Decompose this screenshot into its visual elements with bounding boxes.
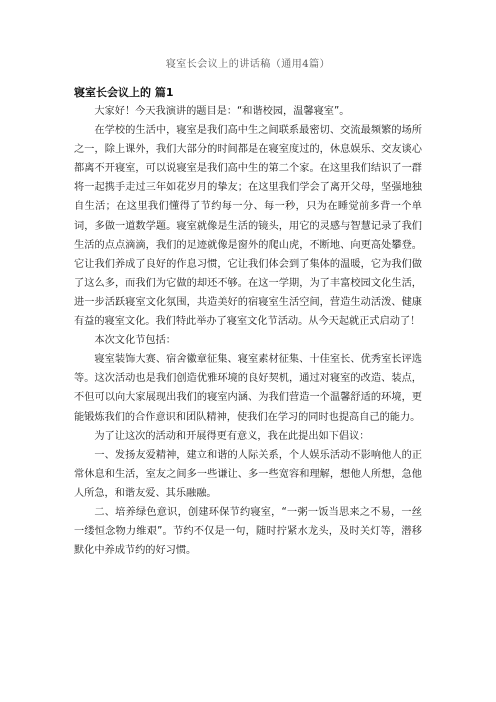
- document-header-title: 寝室长会议上的讲话稿（通用4篇）: [165, 59, 331, 70]
- paragraph-greeting: 大家好！今天我演讲的题目是：“和谐校园，温馨寝室”。: [94, 106, 350, 117]
- paragraph-dorm-life: 在学校的生活中，寝室是我们高中生之间联系最密切、交流最频繁的场所之一，除上课外，我们大部分的时间都是在寝室度过的，休息娱乐、交友谈心都离不开寝室，可以说寝室是我们高中生的第二个家。在这里我们结识了一群将一起携手走过三年如花岁月的挚友；在这里我们学会了离开父母，坚强地独自生活；在这里我们懂得了节约每一分、每一秒，只为在睡觉前多背一个单词，多做一道数学题。寝室就像是生活的镜头，用它的灵感与智慧记录了我们生活的点点滴滴，我们的足迹就像是窗外的爬山虎，不断地、向更高处攀登。它让我们养成了良好的作息习惯，它让我们体会到了集体的温暖，它为我们做了这么多，而我们为它做的却还不够。在这一学期，为了丰富校园文化生活，进一步活跃寝室文化氛围，共造美好的宿寝室生活空间，营造生动活泼、健康有益的寝室文化。我们特此举办了寝室文化节活动。从今天起就正式启动了！: [74, 125, 422, 328]
- document-body: [74, 83, 422, 560]
- paragraph-proposal-intro: 为了让这次的活动和开展得更有意义，我在此提出如下倡议：: [94, 430, 370, 442]
- paragraph-festival-items: 寝室装饰大赛、宿舍徽章征集、寝室素材征集、十佳室长、优秀室长评选等。这次活动也是我们创造优雅环境的良好契机，通过对寝室的改造、装点，不但可以向大家展现出我们的寝室内涵、为我们营造一个温馨舒适的环境，更能锻炼我们的合作意识和团队精神，使我们在学习的同时也提高自己的能力。: [74, 354, 422, 423]
- paragraph-proposal-two: 二、培养绿色意识，创建环保节约寝室，“一粥一饭当思来之不易，一丝一缕恒念物力维艰”。节约不仅是一句，随时拧紧水龙头，及时关灯等，潜移默化中养成节约的好习惯。: [74, 506, 422, 557]
- section-title: 寝室长会议上的 篇1: [74, 86, 174, 99]
- paragraph-festival-intro: 本次文化节包括：: [94, 335, 176, 347]
- paragraph-proposal-one: 一、发扬友爱精神，建立和谐的人际关系，个人娱乐活动不影响他人的正常休息和生活，室友之间多一些谦让、多一些宽容和理解，想他人所想，急他人所急，和谐友爱、其乐融融。: [74, 449, 422, 499]
